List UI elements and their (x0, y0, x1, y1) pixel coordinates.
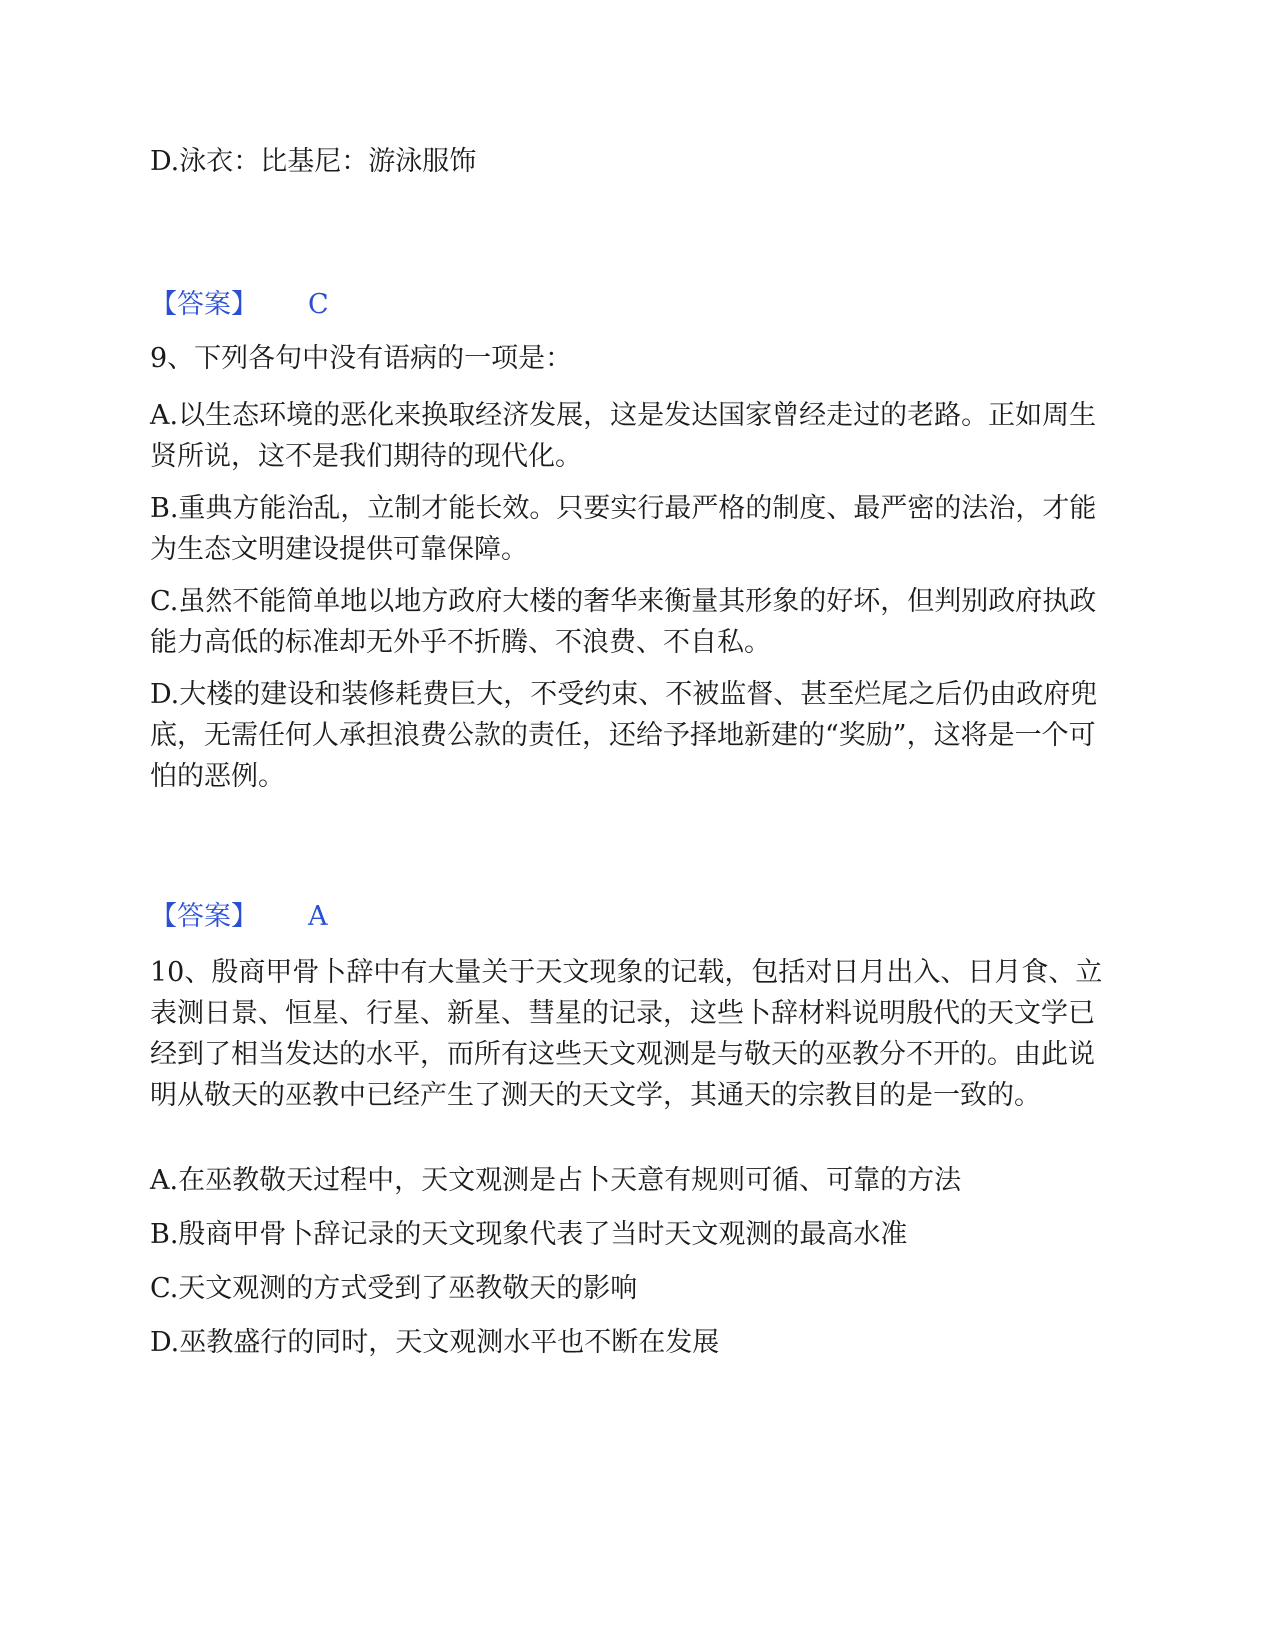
answer-9 (150, 898, 328, 936)
answer-value: A (308, 901, 328, 932)
q9-option-a: A.以生态环境的恶化来换取经济发展，这是发达国家曾经走过的老路。正如周生贤所说，这不是我们期待的现代化。 (150, 400, 1097, 472)
answer-8 (150, 286, 329, 324)
q9-option-c: C.虽然不能简单地以地方政府大楼的奢华来衡量其形象的好坏，但判别政府执政能力高低的标准却无外乎不折腾、不浪费、不自私。 (150, 586, 1097, 658)
q9-option-d: D.大楼的建设和装修耗费巨大，不受约束、不被监督、甚至烂尾之后仍由政府兜底，无需任何人承担浪费公款的责任，还给予择地新建的“奖励”，这将是一个可怕的恶例。 (150, 679, 1098, 792)
q10-option-d: D.巫教盛行的同时，天文观测水平也不断在发展 (150, 1327, 720, 1358)
q10-option-a: A.在巫教敬天过程中，天文观测是占卜天意有规则可循、可靠的方法 (150, 1165, 962, 1196)
q10-option-b: B.殷商甲骨卜辞记录的天文现象代表了当时天文观测的最高水准 (150, 1219, 908, 1250)
q9-stem: 9、下列各句中没有语病的一项是： (150, 343, 573, 374)
answer-tag: 【答案】 (150, 901, 258, 932)
q10-stem: 10、殷商甲骨卜辞中有大量关于天文现象的记载，包括对日月出入、日月食、立表测日景、恒星、行星、新星、彗星的记录，这些卜辞材料说明殷代的天文学已经到了相当发达的水平，而所有这些天文观测是与敬天的巫教分不开的。由此说明从敬天的巫教中已经产生了测天的天文学，其通天的宗教目的是一致的。 (150, 957, 1103, 1111)
answer-value: C (308, 289, 329, 320)
q8-option-d: D.泳衣：比基尼：游泳服饰 (150, 146, 477, 177)
q10-option-c: C.天文观测的方式受到了巫教敬天的影响 (150, 1273, 638, 1304)
q9-option-b: B.重典方能治乱，立制才能长效。只要实行最严格的制度、最严密的法治，才能为生态文明建设提供可靠保障。 (150, 493, 1097, 565)
answer-tag: 【答案】 (150, 289, 258, 320)
